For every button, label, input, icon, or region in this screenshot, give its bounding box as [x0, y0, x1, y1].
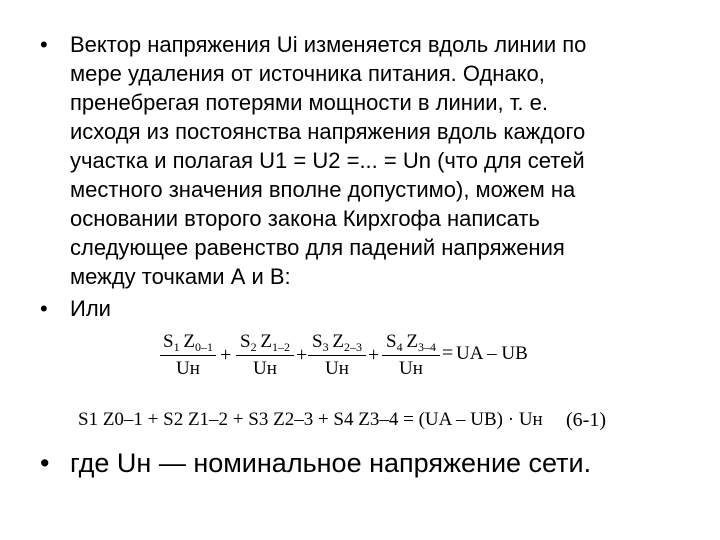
formula-lhs: S1 Z0–1 + S2 Z1–2 + S3 Z2–3 + S4 Z3–4: [78, 409, 399, 430]
formula-rhs: (UA – UB) · Uн: [418, 409, 543, 430]
paragraph-kirchhoff: [40, 30, 640, 291]
fraction-term-4: $S_4$ $Z_{3-4}$ Uн: [382, 330, 440, 382]
fraction-term-3: $S_3$ $Z_{2-3}$ Uн: [308, 330, 366, 382]
text-line: следующее равенство для падений напряжения: [70, 235, 565, 260]
denominator: Uн: [176, 358, 200, 379]
formula-rhs: UA – UB: [456, 343, 528, 364]
denominator: Uн: [325, 358, 349, 379]
denominator: Uн: [399, 358, 423, 379]
plus-sign: +: [296, 344, 308, 366]
text-line: участка и полагая U1 = U2 =... = Un (что для сетей: [70, 148, 585, 173]
paragraph-text: Или: [70, 296, 111, 321]
fraction-term-2: $S_2$ $Z_{1-2}$ Uн: [236, 330, 294, 382]
text-line: исходя из постоянства напряжения вдоль каждого: [70, 119, 586, 144]
paragraph-nominal-voltage: [40, 447, 591, 479]
paragraph-text: где Uн — номинальное напряжение сети.: [70, 448, 592, 478]
denominator: Uн: [253, 358, 277, 379]
fraction-term-1: $S_1$ $Z_{0-1}$ Uн: [160, 330, 216, 382]
bullet-marker: •: [40, 296, 48, 321]
text-line: между точками А и В:: [70, 264, 291, 289]
equals-sign: =: [403, 409, 414, 430]
paragraph-text: [70, 30, 586, 291]
text-line: основании второго закона Кирхгофа написать: [70, 206, 540, 231]
plus-sign: +: [368, 344, 380, 366]
text-line: Вектор напряжения Ui изменяется вдоль линии по: [70, 32, 587, 57]
equals-sign: =: [442, 342, 454, 364]
plus-sign: +: [220, 344, 232, 366]
text-line: местного значения вполне допустимо), можем на: [70, 177, 576, 202]
bullet-marker: •: [40, 448, 50, 478]
formula-fractions: [160, 330, 528, 382]
paragraph-or: [40, 294, 111, 323]
bullet-marker: •: [40, 32, 48, 57]
text-line: пренебрегая потерями мощности в линии, т. е.: [70, 90, 548, 115]
text-line: мере удаления от источника питания. Однако,: [70, 61, 545, 86]
equation-number: (6-1): [566, 409, 606, 431]
formula-linear: [78, 405, 543, 435]
